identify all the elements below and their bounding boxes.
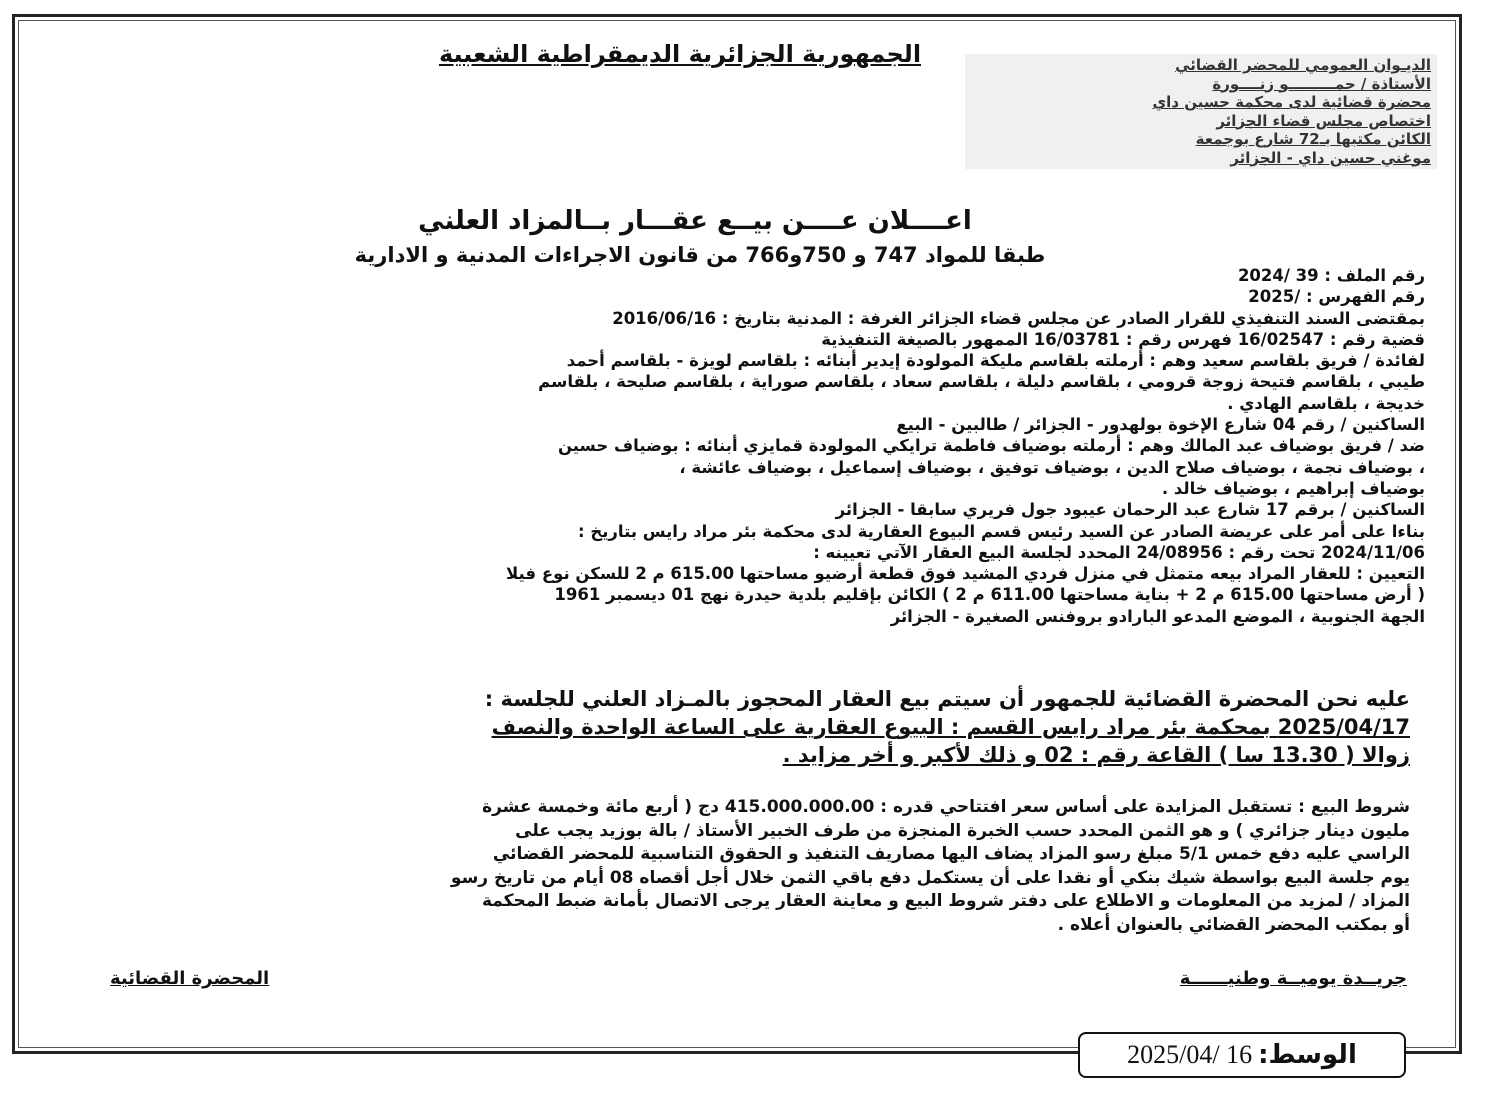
terms-line: الراسي عليه دفع خمس 5/1 مبلغ رسو المزاد يضاف اليها مصاريف التنفيذ و الحقوق التناسبية للمحضر القضائي (492, 844, 1410, 864)
sale-terms (50, 796, 1410, 937)
signature-label: المحضرة القضائية (110, 968, 270, 989)
body-line: طيبي ، بلقاسم فتيحة زوجة قرومي ، بلقاسم دليلة ، بلقاسم سعاد ، بلقاسم صوراية ، بلقاسم صليحة ، بلقاسم (538, 372, 1425, 392)
announcement-subtitle: طبقا للمواد 747 و 750و766 من قانون الاجراءات المدنية و الادارية (354, 243, 1046, 267)
body-line: ( أرض مساحتها 615.00 م 2 + بناية مساحتها 611.00 م 2 ) الكائن بإقليم بلدية حيدرة نهج 01 ديسمبر 1961 (554, 585, 1425, 605)
bailiff-office-header (965, 54, 1437, 169)
notice-line: زوالا ( 13.30 سا ) القاعة رقم : 02 و ذلك لأكبر و أخر مزايد . (782, 743, 1410, 767)
body-line: بوضياف إبراهيم ، بوضياف خالد . (1161, 478, 1425, 498)
document-title: الجمهورية الجزائرية الديمقراطية الشعبية (438, 40, 922, 68)
auction-notice (70, 685, 1410, 769)
body-line: الساكنين / برقم 17 شارع عبد الرحمان عيبود جول فريري سابقا - الجزائر (835, 500, 1425, 520)
body-line: خديجة ، بلقاسم الهادي . (1227, 393, 1425, 413)
newspaper-label: جريــدة يوميــة وطنيــــــة (1179, 968, 1407, 989)
terms-line: شروط البيع : تستقبل المزايدة على أساس سعر افتتاحي قدره : 415.000.000.00 دج ( أربع مائة وخمسة عشرة (482, 797, 1410, 817)
announcement-title: اعــــلان عــــن بيــع عقـــار بــالمزاد العلني (418, 206, 972, 236)
body-line: رقم الفهرس : /2025 (1248, 287, 1425, 307)
header-line: الديـوان العمومي للمحضر القضائي (1175, 56, 1431, 74)
publication-date: 2025/04/ 16 (1127, 1040, 1253, 1069)
terms-line: أو بمكتب المحضر القضائي بالعنوان أعلاه . (1057, 914, 1410, 935)
body-line: لفائدة / فريق بلقاسم سعيد وهم : أرملته بلقاسم مليكة المولودة إيدير أبنائه : بلقاسم لويزة - بلقاسم أحمد (566, 351, 1425, 371)
body-line: ، بوضياف نجمة ، بوضياف صلاح الدين ، بوضياف توفيق ، بوضياف إسماعيل ، بوضياف عائشة ، (679, 457, 1425, 477)
body-line: ضد / فريق بوضياف عبد المالك وهم : أرملته بوضياف فاطمة ترايكي المولودة قمايزي أبنائه : بوضياف حسين (557, 436, 1425, 456)
body-line: رقم الملف : 39 /2024 (1237, 266, 1425, 285)
terms-line: يوم جلسة البيع بواسطة شيك بنكي أو نقدا على أن يستكمل دفع باقي الثمن خلال أجل أقصاه 08 أيام من تاريخ رسو (450, 867, 1410, 888)
terms-line: مليون دينار جزائري ) و هو الثمن المحدد حسب الخبرة المنجزة من طرف الخبير الأستاذ / بالة بوزيد يجب على (515, 820, 1410, 841)
header-line: محضرة قضائية لدى محكمة حسين داي (1152, 93, 1431, 111)
body-line: 2024/11/06 تحت رقم : 24/08956 المحدد لجلسة البيع العقار الآتي تعيينه : (813, 542, 1425, 562)
header-line: موغني حسين داي - الجزائر (1230, 148, 1431, 167)
body-line: قضية رقم : 16/02547 فهرس رقم : 16/03781 الممهور بالصيغة التنفيذية (821, 329, 1425, 349)
notice-line: 2025/04/17 بمحكمة بئر مراد رايس القسم : البيوع العقارية على الساعة الواحدة والنصف (491, 715, 1410, 739)
body-line: الساكنين / رقم 04 شارع الإخوة بولهدور - الجزائر / طالبين - البيع (896, 415, 1425, 435)
header-line: الأستاذة / حمـــــــــو زنــــورة (1212, 74, 1431, 93)
body-line: بمقتضى السند التنفيذي للقرار الصادر عن مجلس قضاء الجزائر الغرفة : المدنية بتاريخ : 2016/06/16 (612, 308, 1425, 328)
body-line: التعيين : للعقار المراد بيعه متمثل في منزل فردي المشيد فوق قطعة أرضيو مساحتها 615.00 م 2 للسكن نوع فيلا (506, 564, 1425, 584)
announcement-body (45, 265, 1425, 627)
notice-line: عليه نحن المحضرة القضائية للجمهور أن سيتم بيع العقار المحجوز بالمـزاد العلني للجلسة : (484, 687, 1410, 711)
header-line: الكائن مكتبها بـ72 شارع بوجمعة (1195, 130, 1431, 148)
publication-date-box (1078, 1032, 1406, 1078)
header-line: اختصاص مجلس قضاء الجزائر (1216, 111, 1431, 130)
terms-line: المزاد / لمزيد من المعلومات و الاطلاع على دفتر شروط البيع و معاينة العقار يرجى الاتصال بأمانة ضبط المحكمة (481, 891, 1410, 911)
body-line: بناءا على أمر على عريضة الصادر عن السيد رئيس قسم البيوع العقارية لدى محكمة بئر مراد رايس بتاريخ : (577, 521, 1425, 541)
newspaper-name: الوسط: (1258, 1040, 1357, 1070)
body-line: الجهة الجنوبية ، الموضع المدعو البارادو بروفنس الصغيرة - الجزائر (890, 606, 1425, 626)
